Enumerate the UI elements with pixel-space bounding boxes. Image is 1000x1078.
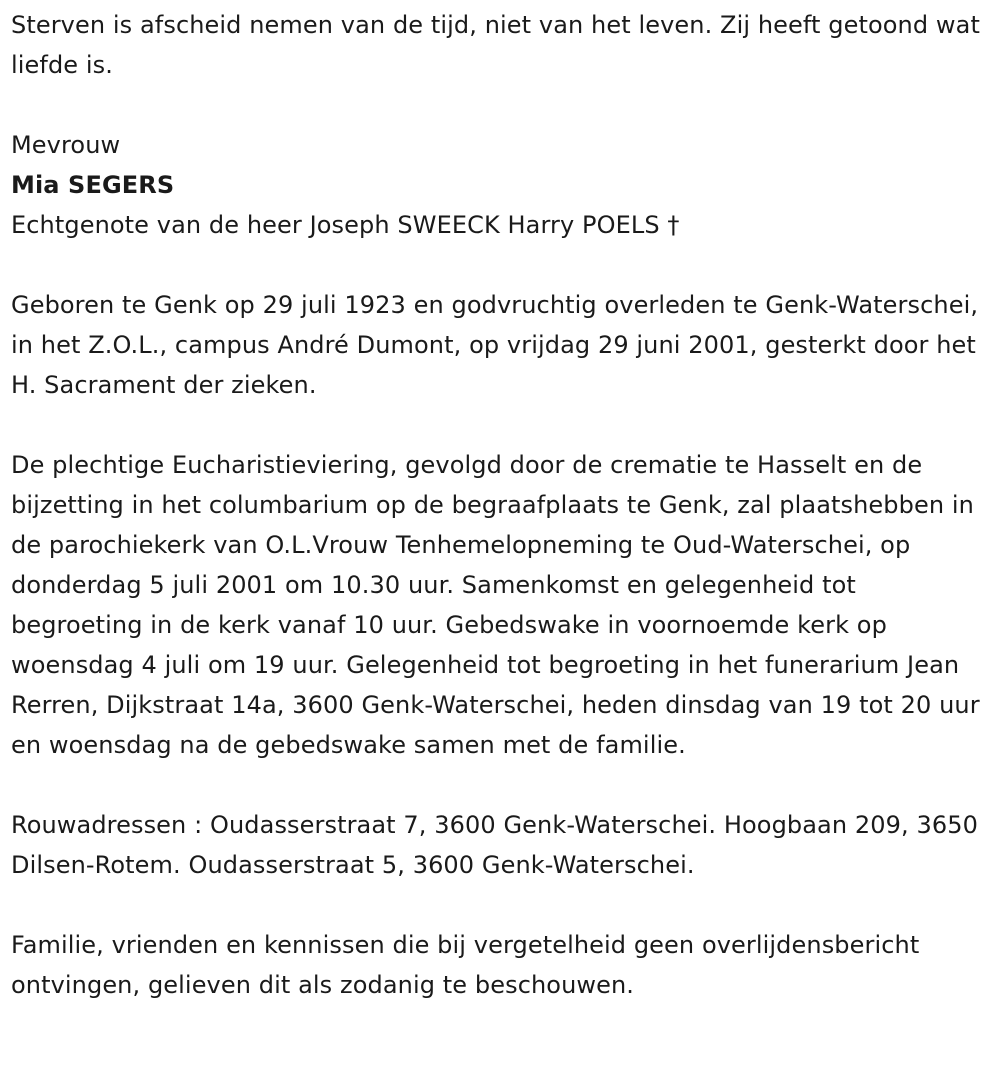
spacer xyxy=(11,885,991,925)
deceased-name: Mia SEGERS xyxy=(11,171,175,199)
motto-text: Sterven is afscheid nemen van de tijd, niet van het leven. Zij heeft getoond wat liefde is. xyxy=(11,11,980,79)
ceremony-paragraph: De plechtige Eucharistieviering, gevolgd door de crematie te Hasselt en de bijzetting in het columbarium op de begraafplaats te Genk, zal plaatshebben in de parochiekerk van O.L.Vrouw Tenhemelopneming te Oud-Waterschei, op donderdag 5 juli 2001 om 10.30 uur. Samenkomst en gelegenheid tot begroeting in de kerk vanaf 10 uur. Gebedswake in voornoemde kerk op woensdag 4 juli om 19 uur. Gelegenheid tot begroeting in het funerarium Jean Rerren, Dijkstraat 14a, 3600 Genk-Waterschei, heden dinsdag van 19 tot 20 uur en woensdag na de gebedswake samen met de familie. xyxy=(11,451,980,759)
salutation: Mevrouw xyxy=(11,131,121,159)
spacer xyxy=(11,405,991,445)
closing-paragraph: Familie, vrienden en kennissen die bij vergetelheid geen overlijdensbericht ontvingen, gelieven dit als zodanig te beschouwen. xyxy=(11,931,920,999)
spacer xyxy=(11,85,991,125)
spouse-line: Echtgenote van de heer Joseph SWEECK Harry POELS † xyxy=(11,211,680,239)
obituary-notice xyxy=(11,5,991,1005)
spacer xyxy=(11,765,991,805)
addresses-paragraph: Rouwadressen : Oudasserstraat 7, 3600 Genk-Waterschei. Hoogbaan 209, 3650 Dilsen-Rotem. Oudasserstraat 5, 3600 Genk-Waterschei. xyxy=(11,811,978,879)
spacer xyxy=(11,245,991,285)
birth-death-paragraph: Geboren te Genk op 29 juli 1923 en godvruchtig overleden te Genk-Waterschei, in het Z.O.L., campus André Dumont, op vrijdag 29 juni 2001, gesterkt door het H. Sacrament der zieken. xyxy=(11,291,979,399)
